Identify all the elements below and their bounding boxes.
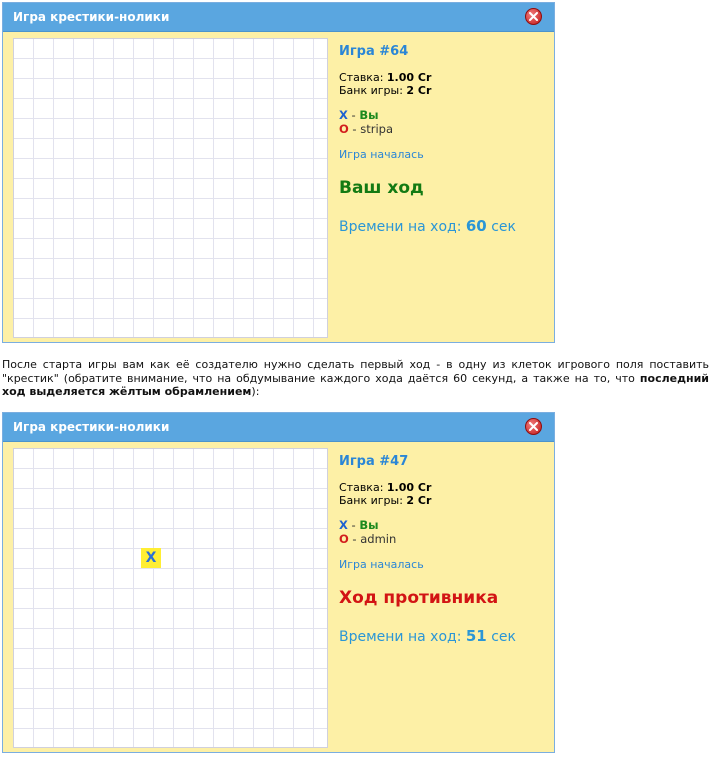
game-board[interactable] [13,38,328,338]
stake-value: 1.00 Cr [386,481,432,494]
x-player-name: Вы [359,108,379,122]
turn-indicator: Ход противника [339,588,499,608]
players-list [339,518,549,546]
o-player-name: stripa [360,122,394,136]
game-info [339,448,549,645]
game-window-2 [2,412,555,753]
window-title: Игра крестики-нолики [13,10,170,24]
close-icon [529,422,538,431]
game-status: Игра началась [339,558,424,571]
x-symbol: X [339,108,348,122]
stake-value: 1.00 Cr [386,71,432,84]
last-move-cell: X [141,548,161,568]
instruction-text [2,358,709,399]
stake-label: Ставка: [339,71,384,84]
bank-value: 2 Cr [406,84,432,97]
stake-info [339,481,549,507]
bank-label: Банк игры: [339,84,403,97]
players-list [339,108,549,136]
instruction-part1: После старта игры вам как её создателю нужно сделать первый ход - в одну из клеток игрового поля поставить "крестик" (обратите внимание, что на обдумывание каждого хода даётся 60 секунд, а также на то, что [2,358,709,385]
o-player-name: admin [360,532,397,546]
move-timer [339,217,549,235]
x-dash: - [347,108,360,122]
timer-value: 51 [465,627,487,645]
timer-value: 60 [465,217,487,235]
o-dash: - [348,532,361,546]
timer-label: Времени на ход: [339,219,462,235]
o-dash: - [348,122,361,136]
window-titlebar [3,413,554,442]
game-title: Игра #47 [339,454,409,469]
o-symbol: O [339,122,349,136]
o-symbol: O [339,532,349,546]
close-icon [529,12,538,21]
x-symbol: X [339,518,348,532]
game-title: Игра #64 [339,44,409,59]
instruction-part2: ): [251,385,260,398]
turn-indicator: Ваш ход [339,178,424,198]
move-timer [339,627,549,645]
bank-label: Банк игры: [339,494,403,507]
timer-unit: сек [491,629,516,645]
timer-label: Времени на ход: [339,629,462,645]
timer-unit: сек [491,219,516,235]
x-player-name: Вы [359,518,379,532]
stake-label: Ставка: [339,481,384,494]
stake-info [339,71,549,97]
game-board[interactable] [13,448,328,748]
close-button[interactable] [525,8,542,25]
window-title: Игра крестики-нолики [13,420,170,434]
game-status: Игра началась [339,148,424,161]
x-dash: - [347,518,360,532]
instruction-bold: последний ход выделяется жёлтым обрамлением [2,371,709,398]
bank-value: 2 Cr [406,494,432,507]
game-window-1 [2,2,555,343]
game-info [339,38,549,235]
close-button[interactable] [525,418,542,435]
window-titlebar [3,3,554,32]
